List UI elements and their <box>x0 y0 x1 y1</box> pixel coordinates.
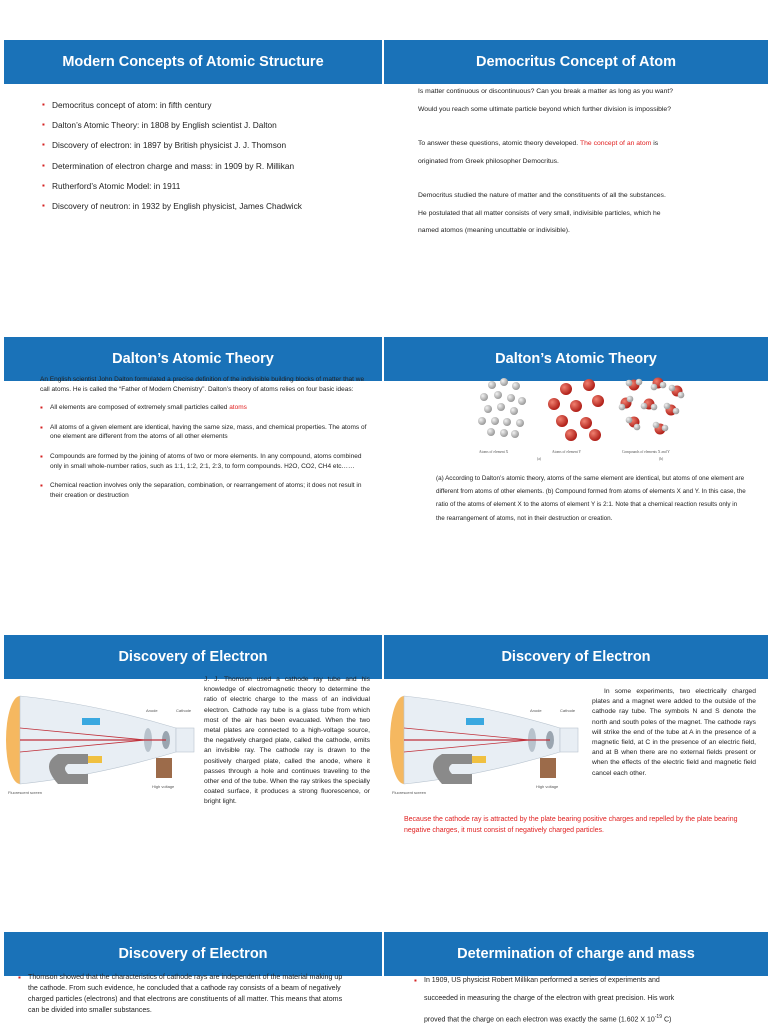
slide-title: Dalton’s Atomic Theory <box>4 337 382 381</box>
label-anode: Anode <box>146 708 158 713</box>
slide-title: Modern Concepts of Atomic Structure <box>4 40 382 84</box>
list-item: ▪ All atoms of a given element are identical, having the same size, mass, and chemical properties. The atoms of one element are different from the atoms of all other elements <box>40 423 372 442</box>
label-high-voltage: High voltage <box>536 784 559 789</box>
paragraph: He postulated that all matter consists of very small, indivisible particles, which he <box>418 209 661 217</box>
compound-xy-molecules <box>619 378 685 435</box>
label-screen: Fluorescent screen <box>8 790 43 795</box>
slide-body <box>414 972 759 1024</box>
slide-5 <box>0 635 384 932</box>
element-y-atoms <box>548 379 604 441</box>
list-item: ▪ All elements are composed of extremely small particles called atoms <box>40 403 372 413</box>
slide-7 <box>0 932 384 1024</box>
caption-y: Atoms of element Y <box>552 450 582 454</box>
label-b: (b) <box>659 457 664 461</box>
label-anode: Anode <box>530 708 542 713</box>
slide-body: (a) According to Dalton’s atomic theory, atoms of the same element are identical, but atoms of one element are different from atoms of other elements. (b) Compound formed from atoms of elements X and Y. In this case, the ratio of the atoms of element X to the atoms of element Y is 2:1. Note that a chemical reaction results only in the rearrangement of atoms, not in their destruction or creation. <box>436 475 746 522</box>
slide-body <box>418 83 763 240</box>
atoms-figure <box>474 377 704 467</box>
label-screen: Fluorescent screen <box>392 790 427 795</box>
intro-text: An English scientist John Dalton formulated a precise definition of the indivisible building blocks of matter that we call atoms. He is called the “Father of Modern Chemistry”. Dalton’s theory of atoms relies on four basic ideas: <box>40 376 365 393</box>
slide-2 <box>384 40 768 337</box>
list-item: ▪ Rutherford’s Atomic Model: in 1911 <box>42 176 372 196</box>
slide-1 <box>0 40 384 337</box>
slide-3 <box>0 337 384 634</box>
paragraph: originated from Greek philosopher Democritus. <box>418 157 559 165</box>
slide-6 <box>384 635 768 932</box>
slide-title: Democritus Concept of Atom <box>384 40 768 84</box>
list-item: ▪ Determination of electron charge and mass: in 1909 by R. Millikan <box>42 156 372 176</box>
list-item: ▪ Discovery of electron: in 1897 by British physicist J. J. Thomson <box>42 135 372 155</box>
list-item: ▪ In 1909, US physicist Robert Millikan performed a series of experiments and succeeded in measuring the charge of the electron with great precision. His work proved that the charge on each electron was exactly the same (1.602 X $10^{-19}$ C) <box>414 972 759 1024</box>
list-item: ▪ Democritus concept of atom: in fifth century <box>42 95 372 115</box>
cathode-ray-tube-figure <box>6 690 200 800</box>
slide-8 <box>384 932 768 1024</box>
paragraph: Would you reach some ultimate particle beyond which further division is impossible? <box>418 105 671 113</box>
slide-body <box>18 972 352 1016</box>
slide-body: In some experiments, two electrically charged plates and a magnet were added to the outside of the cathode ray tube. The symbols N and S denote the north and south poles of the magnet. The cathode rays will strike the end of the tube at A in the presence of a magnetic field, at C in the presence of an electric field, and at B when there are no external fields present or when the effects of the electric field and magnetic field cancel each other. <box>592 688 756 777</box>
label-high-voltage: High voltage <box>152 784 175 789</box>
slide-title: Determination of charge and mass <box>384 932 768 976</box>
label-cathode: Cathode <box>176 708 192 713</box>
list-item: ▪ Compounds are formed by the joining of atoms of two or more elements. In any compound, atoms combined only in small whole-number ratios, such as 1:1, 1:2, 2:1, 2:3, to form compounds. H2O, CO2, CH4 etc…… <box>40 452 372 471</box>
element-x-atoms <box>478 378 526 438</box>
list-item: ▪ Discovery of neutron: in 1932 by English physicist, James Chadwick <box>42 196 372 216</box>
caption-xy: Compounds of elements X and Y <box>622 450 670 454</box>
slide-body: J. J. Thomson used a cathode ray tube and his knowledge of electromagnetic theory to determine the ratio of electric charge to the mass of an individual electron. Cathode ray tube is a glass tube from which most of the air has been evacuated. When the two metal plates are connected to a high-voltage source, the negatively charged plate, called the cathode, emits an invisible ray. The cathode ray is drawn to the positively charged plate, called the anode, where it passes through a hole and continues traveling to the other end of the tube. When the ray strikes the specially coated surface, it produces a strong fluorescence, or bright light. <box>204 676 370 806</box>
slide-title: Discovery of Electron <box>4 635 382 679</box>
list-item: ▪ Thomson showed that the characteristics of cathode rays are independent of the material making up the cathode. From such evidence, he concluded that a cathode ray consists of a beam of negatively charged particles (electrons) and that electrons are constituents of all matter. This means that atoms can be divided into smaller substances. <box>18 972 352 1016</box>
paragraph: To answer these questions, atomic theory developed. The concept of an atom is <box>418 140 659 147</box>
caption-x: Atoms of element X <box>479 450 509 454</box>
paragraph: Democritus studied the nature of matter and the constituents of all the substances. <box>418 192 666 199</box>
cathode-ray-tube-figure <box>390 690 584 800</box>
slide-4 <box>384 337 768 634</box>
slide-body <box>42 95 372 216</box>
slide-title: Discovery of Electron <box>384 635 768 679</box>
label-cathode: Cathode <box>560 708 576 713</box>
slide-title: Discovery of Electron <box>4 932 382 976</box>
list-item: ▪ Dalton’s Atomic Theory: in 1808 by English scientist J. Dalton <box>42 115 372 135</box>
paragraph: Is matter continuous or discontinuous? Can you break a matter as long as you want? <box>418 88 674 95</box>
list-item: ▪ Chemical reaction involves only the separation, combination, or rearrangement of atoms; it does not result in their creation or destruction <box>40 481 372 500</box>
conclusion-text: Because the cathode ray is attracted by the plate bearing positive charges and repelled by the plate bearing negative charges, it must consist of negatively charged particles. <box>404 816 738 834</box>
label-a: (a) <box>537 457 541 461</box>
slide-body <box>40 375 372 500</box>
paragraph: named atomos (meaning uncuttable or indivisible). <box>418 227 570 234</box>
slide-title: Dalton’s Atomic Theory <box>384 337 768 381</box>
